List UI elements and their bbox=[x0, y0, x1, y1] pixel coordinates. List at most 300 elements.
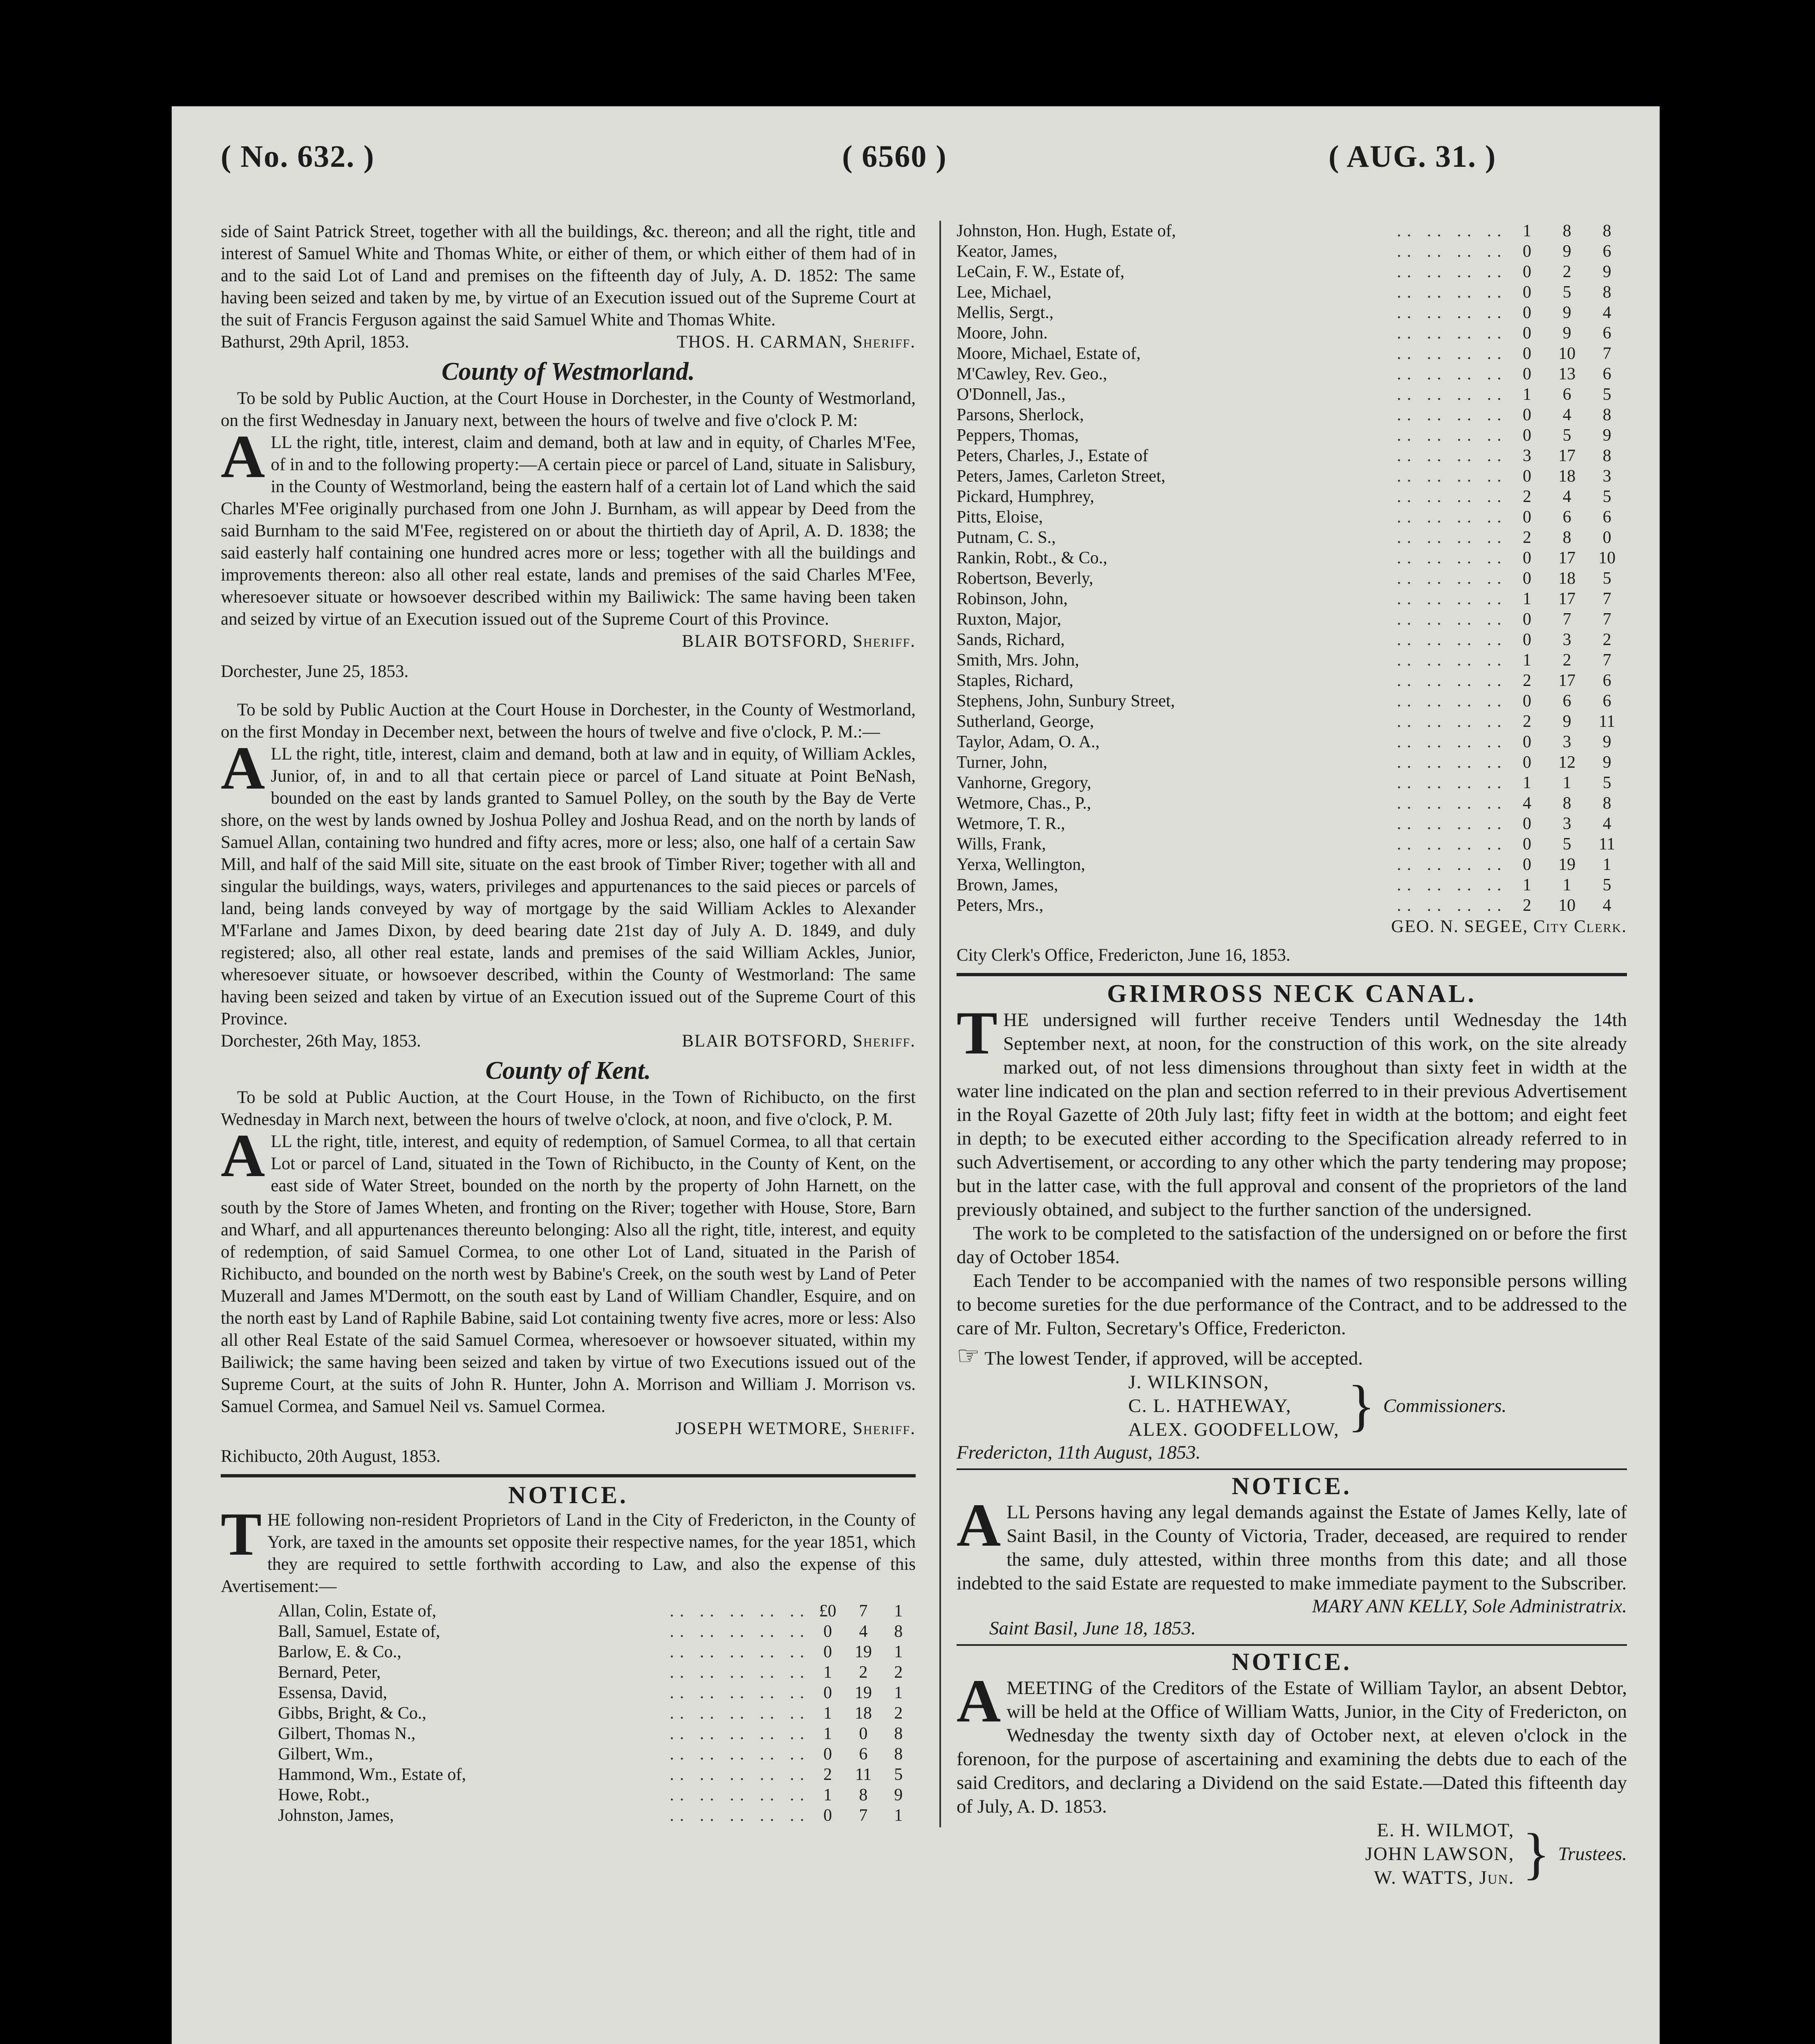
section-rule bbox=[957, 1644, 1627, 1646]
leader-dots: .. .. .. .. bbox=[1397, 344, 1507, 363]
amount-pence: 7 bbox=[1602, 344, 1611, 363]
amount-pence: 6 bbox=[1602, 324, 1611, 343]
amount-pounds: 0 bbox=[1522, 365, 1531, 383]
kelly-dropcap: A bbox=[957, 1491, 1001, 1559]
leader-dots: .. .. .. .. .. bbox=[670, 1643, 810, 1661]
list-name: Allan, Colin, Estate of, bbox=[278, 1602, 437, 1620]
amount-shillings: 6 bbox=[1562, 508, 1571, 527]
amount-shillings: 18 bbox=[1558, 467, 1576, 486]
leader-dots: .. .. .. .. bbox=[1397, 671, 1507, 690]
issue-number: ( No. 632. ) bbox=[221, 139, 375, 174]
amount-pence: 6 bbox=[1602, 508, 1611, 527]
amount-shillings: 5 bbox=[1562, 283, 1571, 302]
amount-pence: 9 bbox=[894, 1786, 903, 1804]
list-name: Gilbert, Wm., bbox=[278, 1745, 373, 1764]
amount-pounds: 2 bbox=[1522, 528, 1531, 547]
leader-dots: .. .. .. .. .. bbox=[670, 1622, 810, 1641]
leader-dots: .. .. .. .. bbox=[1397, 222, 1507, 240]
kent-body: LL the right, title, interest, and equity of redemption, of Samuel Cormea, to all that certain Lot or parcel of Land, situated in the Town of Richibucto, in the County of Kent, on the east side of Water Street, bounded on the north by the property of John Harnett, on the south by the Store of James Wheten, and fronting on the River; together with House, Store, Barn and Wharf, and all appurtenances thereunto belonging: Also all the right, title, interest, and equity of redemption, of said Samuel Cormea, to one other Lot of Land, situated in the Parish of Richibucto, and bounded on the north west by Babine's Creek, on the south west by Land of Peter Muzerall and James M'Dermott, on the south east by Land of William Chandler, Esquire, and on the north east by Land of Raphile Babine, said Lot containing twenty five acres, more or less: Also all other Real Estate of the said Samuel Cormea, wheresoever or howsoever situated, within my Bailiwick; the same having been seized and taken by virtue of two Executions issued out of the Supreme Court, at the suits of John R. Hunter, John A. Morrison and William J. Morrison vs. Samuel Cormea, and Samuel Neil vs. Samuel Cormea. bbox=[221, 1132, 916, 1416]
leader-dots: .. .. .. .. bbox=[1397, 467, 1507, 486]
amount-shillings: 3 bbox=[1562, 630, 1571, 649]
amount-pence: 9 bbox=[1602, 262, 1611, 281]
amount-pounds: 0 bbox=[1522, 610, 1531, 629]
amount-shillings: 5 bbox=[1562, 835, 1571, 854]
amount-pence: 9 bbox=[1602, 426, 1611, 445]
leader-dots: .. .. .. .. .. bbox=[670, 1806, 810, 1825]
amount-pence: 1 bbox=[894, 1806, 903, 1825]
notice-heading: NOTICE. bbox=[508, 1481, 628, 1508]
amount-pounds: 2 bbox=[1522, 487, 1531, 506]
right-column bbox=[957, 221, 1627, 1889]
amount-shillings: 4 bbox=[1562, 487, 1571, 506]
amount-pounds: 1 bbox=[1522, 773, 1531, 792]
list-row bbox=[957, 589, 1627, 609]
notice-dropcap: T bbox=[221, 1500, 262, 1568]
brace: } bbox=[1522, 1822, 1550, 1885]
list-row bbox=[957, 446, 1627, 466]
amount-shillings: 8 bbox=[1562, 222, 1571, 240]
amount-pence: 8 bbox=[894, 1724, 903, 1743]
list-row bbox=[278, 1683, 916, 1703]
amount-pence: 11 bbox=[1598, 712, 1616, 731]
leader-dots: .. .. .. .. bbox=[1397, 283, 1507, 302]
list-row bbox=[278, 1785, 916, 1805]
amount-pounds: 0 bbox=[1522, 753, 1531, 772]
amount-pence: 1 bbox=[894, 1602, 903, 1620]
amount-pounds: 0 bbox=[823, 1683, 832, 1702]
kent-place: Richibucto, 20th August, 1853. bbox=[221, 1447, 441, 1466]
list-row bbox=[957, 343, 1627, 364]
amount-pounds: 0 bbox=[823, 1745, 832, 1764]
amount-shillings: 6 bbox=[1562, 385, 1571, 404]
leader-dots: .. .. .. .. bbox=[1397, 385, 1507, 404]
amount-pounds: 0 bbox=[823, 1806, 832, 1825]
leader-dots: .. .. .. .. bbox=[1397, 426, 1507, 445]
amount-pence: 9 bbox=[1602, 733, 1611, 751]
amount-pounds: 0 bbox=[1522, 630, 1531, 649]
list-name: Taylor, Adam, O. A., bbox=[957, 733, 1100, 751]
leader-dots: .. .. .. .. .. bbox=[670, 1704, 810, 1723]
taylor-body: MEETING of the Creditors of the Estate of William Taylor, an absent Debtor, will be held at the Office of William Watts, Junior, in the City of Fredericton, on Wednesday the twenty sixth day of October next, at eleven o'clock in the forenoon, for the purpose of ascertaining and examining the debts due to each of the said Creditors, and declaring a Dividend on the said Estate.—Dated this fifteenth day of July, A. D. 1853. bbox=[957, 1677, 1627, 1817]
amount-shillings: 5 bbox=[1562, 426, 1571, 445]
list-row bbox=[957, 262, 1627, 282]
amount-shillings: 9 bbox=[1562, 303, 1571, 322]
commissioners-role: Commissioners. bbox=[1383, 1395, 1507, 1416]
amount-pence: 7 bbox=[1602, 589, 1611, 608]
amount-shillings: 8 bbox=[859, 1786, 868, 1804]
list-name: Howe, Robt., bbox=[278, 1786, 370, 1804]
amount-pounds: 0 bbox=[1522, 692, 1531, 710]
amount-shillings: 9 bbox=[1562, 242, 1571, 261]
list-row bbox=[957, 282, 1627, 303]
amount-pounds: 0 bbox=[1522, 855, 1531, 874]
leader-dots: .. .. .. .. bbox=[1397, 651, 1507, 670]
amount-pence: 5 bbox=[1602, 569, 1611, 588]
section-rule bbox=[957, 1468, 1627, 1470]
westmorland-ad1-place: Dorchester, June 25, 1853. bbox=[221, 662, 409, 681]
amount-pence: 3 bbox=[1602, 467, 1611, 486]
amount-shillings: 10 bbox=[1558, 344, 1576, 363]
trustee-name: E. H. WILMOT, bbox=[1377, 1820, 1515, 1841]
amount-shillings: 17 bbox=[1558, 589, 1576, 608]
amount-pounds: 0 bbox=[1522, 508, 1531, 527]
list-row bbox=[278, 1642, 916, 1662]
commissioners-block bbox=[1128, 1370, 1627, 1441]
amount-pence: 10 bbox=[1598, 549, 1616, 567]
list-name: M'Cawley, Rev. Geo., bbox=[957, 365, 1107, 383]
list-name: Ball, Samuel, Estate of, bbox=[278, 1622, 440, 1641]
clerk-signer: GEO. N. SEGEE, City Clerk. bbox=[1391, 917, 1627, 936]
amount-pence: 2 bbox=[1602, 630, 1611, 649]
amount-shillings: 17 bbox=[1558, 446, 1576, 465]
amount-pounds: 3 bbox=[1522, 446, 1531, 465]
list-row bbox=[278, 1662, 916, 1683]
list-name: Barlow, E. & Co., bbox=[278, 1643, 401, 1661]
leader-dots: .. .. .. .. bbox=[1397, 876, 1507, 894]
amount-shillings: 19 bbox=[854, 1683, 872, 1702]
list-name: Mellis, Sergt., bbox=[957, 303, 1054, 322]
amount-pence: 2 bbox=[894, 1704, 903, 1723]
list-row bbox=[957, 548, 1627, 568]
leader-dots: .. .. .. .. bbox=[1397, 549, 1507, 567]
leader-dots: .. .. .. .. bbox=[1397, 794, 1507, 813]
amount-pounds: 0 bbox=[1522, 344, 1531, 363]
westmorland-heading: County of Westmorland. bbox=[441, 358, 695, 385]
brace: } bbox=[1347, 1374, 1375, 1437]
tax-list-right bbox=[957, 221, 1627, 916]
leader-dots: .. .. .. .. bbox=[1397, 569, 1507, 588]
canal-place: Fredericton, 11th August, 1853. bbox=[957, 1442, 1201, 1463]
amount-pence: 8 bbox=[1602, 794, 1611, 813]
notice-body: HE following non-resident Proprietors of Land in the City of Fredericton, in the County of York, are taxed in the amounts set opposite their respective names, for the year 1851, which they are required to settle forthwith according to Law, and also the expense of this Avertisement:— bbox=[221, 1511, 916, 1596]
amount-pounds: 0 bbox=[1522, 303, 1531, 322]
leader-dots: .. .. .. .. bbox=[1397, 487, 1507, 506]
amount-pence: 4 bbox=[1602, 896, 1611, 915]
column-divider bbox=[939, 221, 941, 1827]
kent-intro: To be sold at Public Auction, at the Court House, in the Town of Richibucto, on the first Wednesday in March next, between the hours of twelve o'clock, at noon, and five o'clock, P. M. bbox=[221, 1088, 916, 1129]
amount-pounds: 0 bbox=[1522, 426, 1531, 445]
taylor-heading: NOTICE. bbox=[1232, 1648, 1352, 1675]
list-row bbox=[957, 527, 1627, 548]
list-name: O'Donnell, Jas., bbox=[957, 385, 1066, 404]
list-name: Johnston, Hon. Hugh, Estate of, bbox=[957, 222, 1176, 240]
amount-pence: 2 bbox=[894, 1663, 903, 1682]
list-row bbox=[957, 793, 1627, 814]
list-row bbox=[957, 405, 1627, 425]
list-name: Gilbert, Thomas N., bbox=[278, 1724, 416, 1743]
amount-pence: 4 bbox=[1602, 814, 1611, 833]
amount-shillings: 6 bbox=[859, 1745, 868, 1764]
list-name: LeCain, F. W., Estate of, bbox=[957, 262, 1125, 281]
amount-pounds: 0 bbox=[1522, 835, 1531, 854]
amount-pounds: 4 bbox=[1522, 794, 1531, 813]
leader-dots: .. .. .. .. .. bbox=[670, 1786, 810, 1804]
list-row bbox=[957, 711, 1627, 732]
amount-pence: 8 bbox=[1602, 283, 1611, 302]
amount-shillings: 1 bbox=[1562, 876, 1571, 894]
list-row bbox=[278, 1805, 916, 1826]
leader-dots: .. .. .. .. bbox=[1397, 896, 1507, 915]
amount-pounds: 1 bbox=[1522, 876, 1531, 894]
amount-shillings: 8 bbox=[1562, 528, 1571, 547]
amount-pence: 0 bbox=[1602, 528, 1611, 547]
list-name: Sutherland, George, bbox=[957, 712, 1094, 731]
list-row bbox=[957, 814, 1627, 834]
kelly-place: Saint Basil, June 18, 1853. bbox=[989, 1618, 1196, 1639]
leader-dots: .. .. .. .. bbox=[1397, 446, 1507, 465]
amount-pounds: 0 bbox=[1522, 569, 1531, 588]
amount-pounds: 1 bbox=[1522, 589, 1531, 608]
amount-pounds: 0 bbox=[1522, 467, 1531, 486]
amount-pounds: 0 bbox=[1522, 814, 1531, 833]
amount-pounds: 1 bbox=[823, 1704, 832, 1723]
carryover-signer: THOS. H. CARMAN, Sheriff. bbox=[677, 332, 916, 352]
amount-shillings: 7 bbox=[1562, 610, 1571, 629]
leader-dots: .. .. .. .. bbox=[1397, 406, 1507, 424]
kelly-signer: MARY ANN KELLY, Sole Administratrix. bbox=[1312, 1596, 1627, 1617]
list-name: Wetmore, Chas., P., bbox=[957, 794, 1091, 813]
amount-shillings: 2 bbox=[1562, 651, 1571, 670]
amount-pence: 4 bbox=[1602, 303, 1611, 322]
leader-dots: .. .. .. .. bbox=[1397, 630, 1507, 649]
leader-dots: .. .. .. .. .. bbox=[670, 1602, 810, 1620]
trustees-role: Trustees. bbox=[1558, 1843, 1627, 1865]
amount-pence: 1 bbox=[1602, 855, 1611, 874]
list-name: Peters, James, Carleton Street, bbox=[957, 467, 1165, 486]
amount-pence: 1 bbox=[894, 1643, 903, 1661]
kelly-body: LL Persons having any legal demands against the Estate of James Kelly, late of Saint Basil, in the County of Victoria, Trader, deceased, are required to render the same, duly attested, within three months from this date; and all those indebted to the said Estate are requested to make immediate payment to the Subscriber. bbox=[957, 1502, 1627, 1594]
canal-body: HE undersigned will further receive Tenders until Wednesday the 14th September next, at noon, for the construction of this work, on the site already marked out, of not less dimensions throughout than sixty feet in width at the water line indicated on the plan and section referred to in their previous Advertisement in the Royal Gazette of 20th July last; fifty feet in width at the bottom; and eight feet in depth; to be executed either according to the Specification already referred to in such Advertisement, or according to any other which the party tendering may propose; but in the latter case, with the full approval and consent of the proprietors of the land previously obtained, and subject to the further sanction of the undersigned. bbox=[957, 1009, 1627, 1220]
list-row bbox=[957, 650, 1627, 670]
list-row bbox=[957, 875, 1627, 895]
leader-dots: .. .. .. .. bbox=[1397, 773, 1507, 792]
amount-pence: 6 bbox=[1602, 692, 1611, 710]
westmorland-ad2-body: LL the right, title, interest, claim and demand, both at law and in equity, of William Ackles, Junior, of, in and to all that certain piece or parcel of Land situate at Point BeNash, bounded on the east by lands granted to Samuel Polley, on the south by the Bay de Verte shore, on the west by lands owned by Joshua Polley and Joshua Read, and on the north by lands of Samuel Allan, containing two hundred and fifty acres, more or less; also, one half of a certain Saw Mill, and half of the said Mill site, situate on the east brook of Timber River; together with all and singular the buildings, ways, waters, privileges and appurtenances to the said pieces or parcels of land, being lands conveyed by way of mortgage by the said William Ackles to Alexander M'Farlane and James Dixon, by deed bearing date 21st day of July A. D. 1849, and duly registered; also, all other real estate, lands and premises of the said William Ackles, Junior, wheresoever situate, or howsoever described, within the County of Westmorland: The same having been seized and taken by virtue of an Execution issued out of the Supreme Court of this Province. bbox=[221, 744, 916, 1029]
list-name: Pitts, Eloise, bbox=[957, 508, 1043, 527]
westmorland-ad1-signer: BLAIR BOTSFORD, Sheriff. bbox=[682, 632, 916, 651]
leader-dots: .. .. .. .. bbox=[1397, 753, 1507, 772]
commissioner-name: C. L. HATHEWAY, bbox=[1128, 1395, 1292, 1416]
kent-dropcap: A bbox=[221, 1122, 265, 1190]
amount-shillings: 17 bbox=[1558, 549, 1576, 567]
amount-pounds: 1 bbox=[1522, 651, 1531, 670]
amount-pence: 7 bbox=[1602, 651, 1611, 670]
amount-pounds: 0 bbox=[823, 1622, 832, 1641]
kelly-heading: NOTICE. bbox=[1232, 1472, 1352, 1499]
amount-pence: 11 bbox=[1598, 835, 1616, 854]
list-name: Parsons, Sherlock, bbox=[957, 406, 1084, 424]
amount-pence: 1 bbox=[894, 1683, 903, 1702]
amount-shillings: 8 bbox=[1562, 794, 1571, 813]
amount-pounds: 1 bbox=[823, 1786, 832, 1804]
amount-pence: 5 bbox=[1602, 876, 1611, 894]
leader-dots: .. .. .. .. bbox=[1397, 610, 1507, 629]
carryover-place: Bathurst, 29th April, 1853. bbox=[221, 332, 410, 352]
clerk-place: City Clerk's Office, Fredericton, June 16, 1853. bbox=[957, 946, 1291, 965]
kent-signer: JOSEPH WETMORE, Sheriff. bbox=[675, 1419, 916, 1438]
trustees-block bbox=[957, 1818, 1627, 1889]
list-row bbox=[278, 1764, 916, 1785]
westmorland-ad1-intro: To be sold by Public Auction, at the Court House in Dorchester, in the County of Westmorland, on the first Wednesday in January next, between the hours of twelve and five o'clock P. M: bbox=[221, 389, 916, 430]
leader-dots: .. .. .. .. bbox=[1397, 814, 1507, 833]
leader-dots: .. .. .. .. bbox=[1397, 508, 1507, 527]
westmorland-ad2-signer: BLAIR BOTSFORD, Sheriff. bbox=[682, 1031, 916, 1051]
list-row bbox=[957, 568, 1627, 589]
list-row bbox=[957, 630, 1627, 650]
amount-shillings: 4 bbox=[859, 1622, 868, 1641]
list-row bbox=[957, 425, 1627, 446]
amount-pounds: 0 bbox=[1522, 733, 1531, 751]
list-row bbox=[957, 609, 1627, 630]
westmorland-ad2-dropcap: A bbox=[221, 734, 265, 802]
amount-shillings: 10 bbox=[1558, 896, 1576, 915]
amount-shillings: 6 bbox=[1562, 692, 1571, 710]
list-name: Ruxton, Major, bbox=[957, 610, 1062, 629]
list-name: Peters, Charles, J., Estate of bbox=[957, 446, 1148, 465]
amount-pounds: 2 bbox=[1522, 712, 1531, 731]
amount-shillings: 18 bbox=[1558, 569, 1576, 588]
list-name: Essensa, David, bbox=[278, 1683, 388, 1702]
list-name: Smith, Mrs. John, bbox=[957, 651, 1079, 670]
list-name: Wills, Frank, bbox=[957, 835, 1046, 854]
list-row bbox=[957, 773, 1627, 793]
list-row bbox=[957, 752, 1627, 773]
leader-dots: .. .. .. .. bbox=[1397, 835, 1507, 854]
amount-pounds: 0 bbox=[1522, 262, 1531, 281]
canal-para-4: The lowest Tender, if approved, will be accepted. bbox=[984, 1348, 1363, 1369]
commissioner-name: J. WILKINSON, bbox=[1128, 1372, 1269, 1393]
leader-dots: .. .. .. .. bbox=[1397, 855, 1507, 874]
amount-shillings: 7 bbox=[859, 1602, 868, 1620]
list-row bbox=[957, 303, 1627, 323]
list-row bbox=[278, 1621, 916, 1642]
leader-dots: .. .. .. .. bbox=[1397, 712, 1507, 731]
amount-pounds: 2 bbox=[1522, 896, 1531, 915]
amount-pence: 5 bbox=[1602, 487, 1611, 506]
amount-pence: 7 bbox=[1602, 610, 1611, 629]
amount-pounds: 1 bbox=[1522, 385, 1531, 404]
list-name: Pickard, Humphrey, bbox=[957, 487, 1094, 506]
list-name: Robertson, Beverly, bbox=[957, 569, 1093, 588]
leader-dots: .. .. .. .. .. bbox=[670, 1724, 810, 1743]
leader-dots: .. .. .. .. bbox=[1397, 365, 1507, 383]
list-row bbox=[957, 323, 1627, 343]
westmorland-ad2-place: Dorchester, 26th May, 1853. bbox=[221, 1031, 421, 1051]
westmorland-ad2-intro: To be sold by Public Auction at the Court House in Dorchester, in the County of Westmorland, on the first Monday in December next, between the hours of twelve and five o'clock, P. M.:— bbox=[221, 700, 916, 742]
amount-pounds: 0 bbox=[1522, 242, 1531, 261]
list-row bbox=[278, 1724, 916, 1744]
list-name: Johnston, James, bbox=[278, 1806, 394, 1825]
pointing-hand-icon: ☞ bbox=[957, 1341, 980, 1370]
list-name: Lee, Michael, bbox=[957, 283, 1052, 302]
list-name: Peters, Mrs., bbox=[957, 896, 1044, 915]
trustee-name: JOHN LAWSON, bbox=[1365, 1843, 1515, 1865]
amount-shillings: 2 bbox=[1562, 262, 1571, 281]
list-row bbox=[957, 854, 1627, 875]
amount-pounds: 2 bbox=[1522, 671, 1531, 690]
leader-dots: .. .. .. .. bbox=[1397, 242, 1507, 261]
amount-shillings: 9 bbox=[1562, 324, 1571, 343]
list-name: Staples, Richard, bbox=[957, 671, 1073, 690]
list-row bbox=[957, 732, 1627, 752]
canal-para-3: Each Tender to be accompanied with the names of two responsible persons willing to become sureties for the due performance of the Contract, and to be addressed to the care of Mr. Fulton, Secretary's Office, Fredericton. bbox=[957, 1270, 1627, 1339]
list-name: Yerxa, Wellington, bbox=[957, 855, 1085, 874]
leader-dots: .. .. .. .. .. bbox=[670, 1663, 810, 1682]
amount-shillings: 19 bbox=[1558, 855, 1576, 874]
leader-dots: .. .. .. .. bbox=[1397, 733, 1507, 751]
amount-shillings: 18 bbox=[854, 1704, 872, 1723]
leader-dots: .. .. .. .. bbox=[1397, 692, 1507, 710]
amount-pence: 8 bbox=[894, 1745, 903, 1764]
amount-pence: 6 bbox=[1602, 242, 1611, 261]
amount-shillings: 7 bbox=[859, 1806, 868, 1825]
amount-pence: 6 bbox=[1602, 365, 1611, 383]
list-row bbox=[957, 486, 1627, 507]
section-rule bbox=[221, 1474, 916, 1477]
trustee-name: W. WATTS, Jun. bbox=[1374, 1867, 1515, 1888]
list-row bbox=[957, 834, 1627, 854]
amount-pounds: 0 bbox=[823, 1643, 832, 1661]
list-name: Hammond, Wm., Estate of, bbox=[278, 1765, 466, 1784]
list-row bbox=[957, 507, 1627, 527]
list-name: Moore, John. bbox=[957, 324, 1048, 343]
amount-pence: 5 bbox=[1602, 385, 1611, 404]
issue-date: ( AUG. 31. ) bbox=[1329, 139, 1497, 174]
amount-shillings: 11 bbox=[855, 1765, 872, 1784]
leader-dots: .. .. .. .. bbox=[1397, 589, 1507, 608]
list-name: Vanhorne, Gregory, bbox=[957, 773, 1091, 792]
page-number: ( 6560 ) bbox=[842, 139, 947, 174]
amount-pounds: £0 bbox=[819, 1602, 836, 1620]
list-row bbox=[278, 1744, 916, 1764]
amount-shillings: 0 bbox=[859, 1724, 868, 1743]
leader-dots: .. .. .. .. .. bbox=[670, 1765, 810, 1784]
amount-shillings: 13 bbox=[1558, 365, 1576, 383]
list-row bbox=[957, 221, 1627, 241]
list-name: Turner, John, bbox=[957, 753, 1047, 772]
list-name: Putnam, C. S., bbox=[957, 528, 1056, 547]
list-name: Gibbs, Bright, & Co., bbox=[278, 1704, 426, 1723]
amount-pounds: 0 bbox=[1522, 283, 1531, 302]
amount-shillings: 3 bbox=[1562, 733, 1571, 751]
amount-pence: 8 bbox=[1602, 406, 1611, 424]
list-row bbox=[957, 384, 1627, 405]
left-column bbox=[221, 221, 916, 1826]
section-rule bbox=[957, 973, 1627, 976]
amount-pounds: 1 bbox=[823, 1663, 832, 1682]
amount-shillings: 9 bbox=[1562, 712, 1571, 731]
list-name: Stephens, John, Sunbury Street, bbox=[957, 692, 1175, 710]
list-name: Bernard, Peter, bbox=[278, 1663, 381, 1682]
list-row bbox=[957, 364, 1627, 384]
list-row bbox=[278, 1703, 916, 1724]
amount-pounds: 1 bbox=[1522, 222, 1531, 240]
amount-pounds: 2 bbox=[823, 1765, 832, 1784]
amount-pence: 9 bbox=[1602, 753, 1611, 772]
list-name: Robinson, John, bbox=[957, 589, 1068, 608]
list-row bbox=[957, 895, 1627, 916]
carryover-text: side of Saint Patrick Street, together with all the buildings, &c. thereon; and all the right, title and interest of Samuel White and Thomas White, or either of them, or which either of them had of in and to the said Lot of Land and premises on the fifteenth day of July, A. D. 1852: The same having been seized and taken by me, by virtue of an Execution issued out of the Supreme Court at the suit of Francis Ferguson against the said Samuel White and Thomas White. bbox=[221, 222, 916, 329]
list-row bbox=[957, 691, 1627, 711]
list-name: Keator, James, bbox=[957, 242, 1058, 261]
amount-pence: 8 bbox=[1602, 446, 1611, 465]
amount-shillings: 4 bbox=[1562, 406, 1571, 424]
amount-shillings: 1 bbox=[1562, 773, 1571, 792]
amount-pounds: 1 bbox=[823, 1724, 832, 1743]
amount-shillings: 12 bbox=[1558, 753, 1576, 772]
amount-shillings: 3 bbox=[1562, 814, 1571, 833]
amount-pounds: 0 bbox=[1522, 324, 1531, 343]
